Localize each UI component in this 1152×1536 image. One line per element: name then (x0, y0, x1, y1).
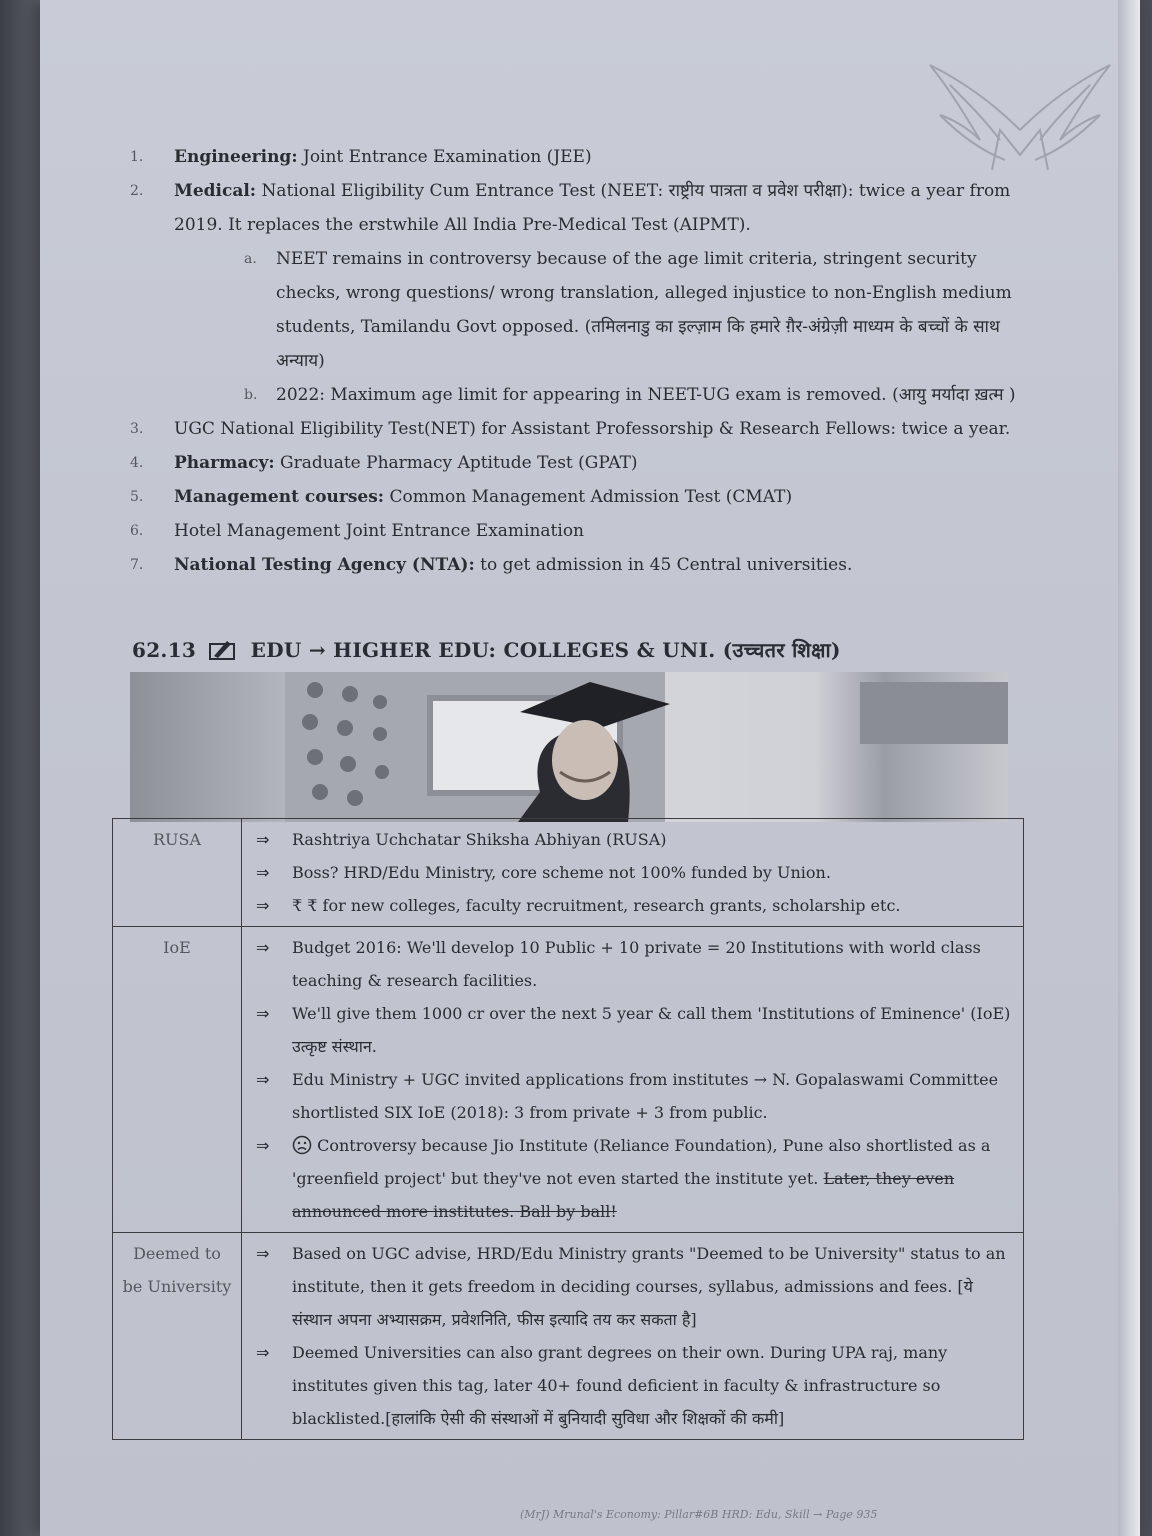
point (256, 1129, 1015, 1228)
sub-list-item (244, 378, 1030, 412)
sub-list-number: a. (244, 251, 257, 267)
list-item-text: Common Management Admission Test (CMAT) (384, 487, 793, 507)
list-number: 7. (130, 557, 144, 573)
point-text: Controversy because Jio Institute (Reliance Foundation), Pune also shortlisted as a 'greenfield project' but they've not even started the institute yet. (292, 1136, 991, 1188)
arrow-icon: ⇒ (256, 896, 270, 915)
list-number: 1. (130, 149, 144, 165)
arrow-icon: ⇒ (256, 863, 270, 882)
row-value (242, 819, 1024, 927)
arrow-icon: ⇒ (256, 1070, 270, 1089)
point-text: Budget 2016: We'll develop 10 Public + 10 private = 20 Institutions with world class teaching & research facilities. (292, 938, 981, 990)
sub-list-text: NEET remains in controversy because of the age limit criteria, stringent security checks, wrong questions/ wrong translation, alleged injustice to non-English medium students, Tamilandu Govt opposed. (तमिलनाडु का इल्ज़ाम कि हमारे ग़ैर-अंग्रेज़ी माध्यम के बच्चों के साथ अन्याय) (276, 249, 1012, 371)
point-text: ₹ ₹ for new colleges, faculty recruitment, research grants, scholarship etc. (292, 896, 901, 915)
point (256, 856, 1015, 889)
point (256, 1237, 1015, 1336)
point (256, 997, 1015, 1063)
sub-list-number: b. (244, 387, 258, 403)
list-item (130, 480, 1030, 514)
list-number: 6. (130, 523, 144, 539)
row-key: IoE (113, 927, 242, 1233)
graduate-photo-banner (130, 672, 1008, 822)
book-binding (0, 0, 40, 1536)
sub-list (174, 242, 1030, 412)
higher-edu-table (112, 818, 1024, 1440)
list-item-text: National Eligibility Cum Entrance Test (NEET: राष्ट्रीय पात्रता व प्रवेश परीक्षा): twice a year from 2019. It replaces the erstwhile All India Pre-Medical Test (AIPMT). (174, 181, 1011, 235)
row-key: RUSA (113, 819, 242, 927)
list-number: 4. (130, 455, 144, 471)
table-row-rusa (113, 819, 1024, 927)
list-number: 3. (130, 421, 144, 437)
list-item (130, 514, 1030, 548)
arrow-icon: ⇒ (256, 938, 270, 957)
page (40, 0, 1140, 1536)
point-text: We'll give them 1000 cr over the next 5 year & call them 'Institutions of Eminence' (IoE) उत्कृष्ट संस्थान. (292, 1004, 1011, 1056)
point (256, 1336, 1015, 1435)
struck-text: Later, they even announced more institutes. Ball by ball! (292, 1169, 955, 1221)
sad-face-icon (292, 1135, 312, 1155)
list-item-bold: Management courses: (174, 487, 385, 507)
sub-list-item (244, 242, 1030, 378)
arrow-icon: ⇒ (256, 1343, 270, 1362)
arrow-icon: ⇒ (256, 830, 270, 849)
list-item-bold: Pharmacy: (174, 453, 275, 473)
table-row-ioe (113, 927, 1024, 1233)
list-item-bold: Medical: (174, 181, 257, 201)
section-heading (132, 636, 841, 663)
graduate-illustration (130, 672, 1008, 822)
list-item-bold: Engineering: (174, 147, 298, 167)
page-footer: (MrJ) Mrunal's Economy: Pillar#6B HRD: Edu, Skill → Page 935 (520, 1508, 878, 1521)
arrow-icon: ⇒ (256, 1244, 270, 1263)
point-text: Based on UGC advise, HRD/Edu Ministry grants "Deemed to be University" status to an institute, then it gets freedom in deciding courses, syllabus, admissions and fees. [ये संस्थान अपना अभ्यासक्रम, प्रवेशनिति, फीस इत्यादि तय कर सकता है] (292, 1244, 1006, 1329)
notebook-pencil-icon (209, 638, 237, 660)
list-number: 5. (130, 489, 144, 505)
list-item-text: Joint Entrance Examination (JEE) (297, 147, 592, 167)
row-value (242, 927, 1024, 1233)
list-item-text: Graduate Pharmacy Aptitude Test (GPAT) (274, 453, 638, 473)
point (256, 823, 1015, 856)
table-row-deemed (113, 1233, 1024, 1440)
point-text: Edu Ministry + UGC invited applications from institutes → N. Gopalaswami Committee shortlisted SIX IoE (2018): 3 from private + 3 from public. (292, 1070, 999, 1122)
list-number: 2. (130, 183, 144, 199)
row-key: Deemed to be University (113, 1233, 242, 1440)
list-item (130, 446, 1030, 480)
list-item-bold: National Testing Agency (NTA): (174, 555, 475, 575)
arrow-icon: ⇒ (256, 1004, 270, 1023)
arrow-icon: ⇒ (256, 1136, 270, 1155)
point (256, 1063, 1015, 1129)
section-number: 62.13 (132, 638, 197, 662)
point (256, 889, 1015, 922)
list-item (130, 412, 1030, 446)
page-edge (1118, 0, 1140, 1536)
sub-list-text: 2022: Maximum age limit for appearing in NEET-UG exam is removed. (आयु मर्यादा ख़त्म ) (276, 385, 1016, 405)
point-text: Boss? HRD/Edu Ministry, core scheme not 100% funded by Union. (292, 863, 831, 882)
list-item-text: to get admission in 45 Central universities. (474, 555, 853, 575)
point (256, 931, 1015, 997)
list-item (130, 548, 1030, 582)
list-item (130, 140, 1030, 174)
list-item (130, 174, 1030, 412)
list-item-text: UGC National Eligibility Test(NET) for Assistant Professorship & Research Fellows: twice a year. (174, 419, 1011, 439)
point-text: Rashtriya Uchchatar Shiksha Abhiyan (RUSA) (292, 830, 667, 849)
section-title: EDU → HIGHER EDU: COLLEGES & UNI. (उच्चतर शिक्षा) (250, 638, 841, 662)
row-value (242, 1233, 1024, 1440)
list-item-text: Hotel Management Joint Entrance Examination (174, 521, 585, 541)
point-text: Deemed Universities can also grant degrees on their own. During UPA raj, many institutes given this tag, later 40+ found deficient in faculty & infrastructure so blacklisted.[हालांकि ऐसी की संस्थाओं में बुनियादी सुविधा और शिक्षकों की कमी] (292, 1343, 948, 1428)
exam-list (130, 140, 1030, 582)
